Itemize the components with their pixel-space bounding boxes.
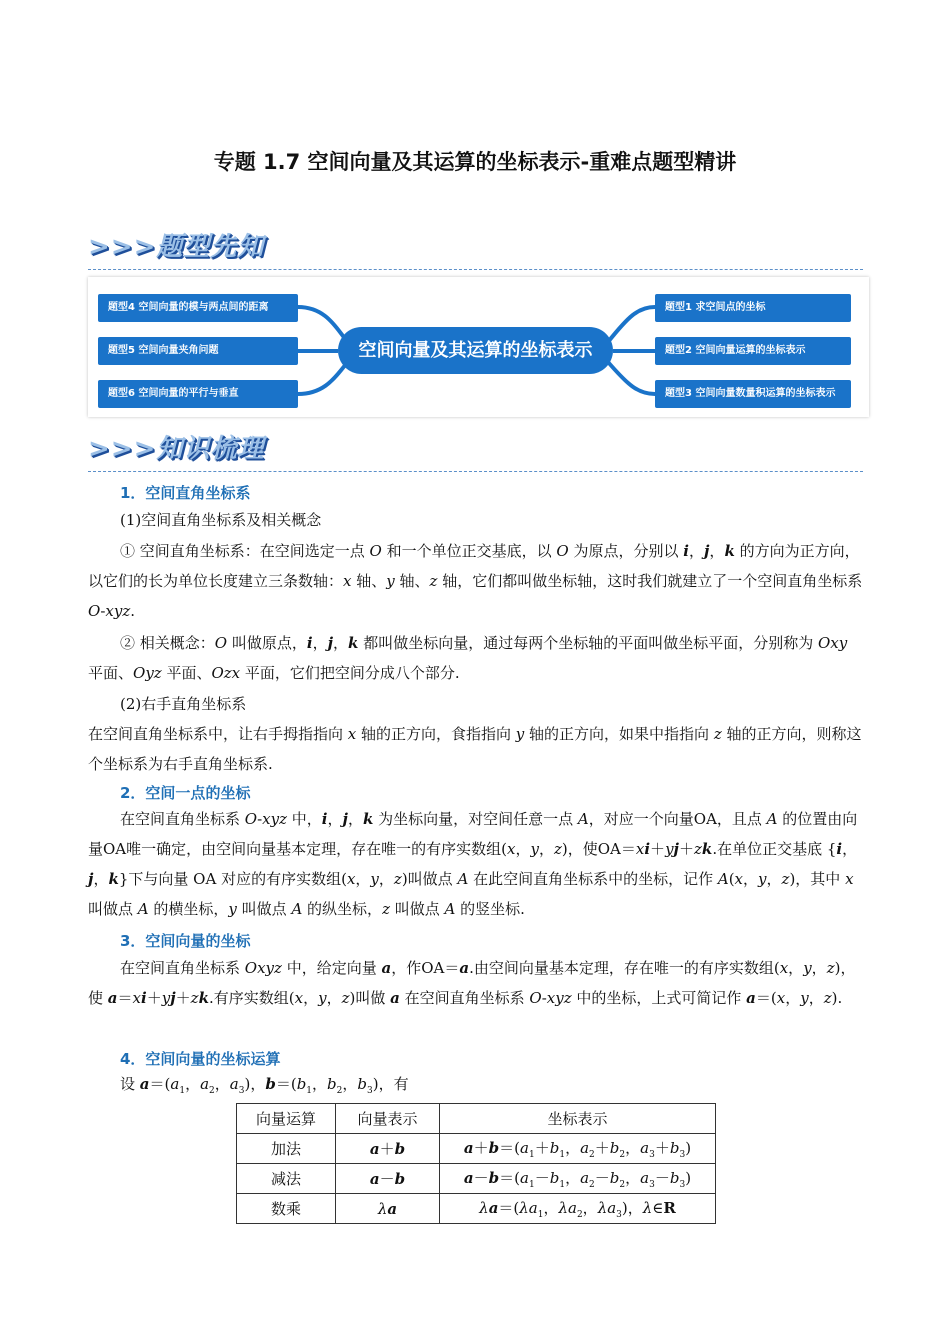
table-header-row [237, 1104, 716, 1134]
table-header: 坐标表示 [440, 1104, 716, 1134]
table-cell-coords: $a+b=(a_1+b_1$，$a_2+b_2$，$a_3+b_3$) [440, 1134, 716, 1164]
table-cell-expr: a－b [336, 1164, 440, 1194]
paragraph-axis-def: ① 空间直角坐标系：在空间选定一点 O 和一个单位正交基底，以 O 为原点，分别以 i，j，k 的方向为正方向，以它们的长为单位长度建立三条数轴：x 轴、y 轴、z 轴，它们都叫做坐标轴，这时我们就建立了一个空间直角坐标系 O-xyz. [88, 542, 863, 620]
dashed-divider [88, 471, 863, 472]
mindmap-center: 空间向量及其运算的坐标表示 [338, 327, 613, 374]
paragraph-right-hand: 在空间直角坐标系中，让右手拇指指向 x 轴的正方向，食指指向 y 轴的正方向，如果中指指向 z 轴的正方向，则称这个坐标系为右手直角坐标系. [88, 725, 862, 773]
mind-map [88, 277, 869, 417]
paragraph-related-concepts: ② 相关概念：O 叫做原点，i，j，k 都叫做坐标向量，通过每两个坐标轴的平面叫做坐标平面，分别称为 Oxy 平面、Oyz 平面、Ozx 平面，它们把空间分成八个部分. [88, 634, 848, 682]
table-header: 向量表示 [336, 1104, 440, 1134]
table-cell-coords: $\lambda a=(\lambda a_1$，$\lambda a_2$，$\lambda a_3$)，λ∈R [440, 1194, 716, 1224]
mindmap-node-type6: 题型6 空间向量的平行与垂直 [98, 380, 298, 408]
dashed-divider [88, 269, 863, 270]
paragraph-point-coords: 在空间直角坐标系 O-xyz 中，i，j，k 为坐标向量，对空间任意一点 A，对应一个向量OA，且点 A 的位置由向量OA唯一确定，由空间向量基本定理，存在唯一的有序实数组(x，y，z)，使OA＝xi＋yj＋zk.在单位正交基底 {i，j，k}下与向量 OA 对应的有序实数组(x，y，z)叫做点 A 在此空间直角坐标系中的坐标，记作 A(x，y，z)，其中 x 叫做点 A 的横坐标，y 叫做点 A 的纵坐标，z 叫做点 A 的竖坐标. [88, 810, 858, 918]
section-header-types [88, 226, 863, 270]
mindmap-node-type2: 题型2 空间向量运算的坐标表示 [655, 337, 851, 365]
mindmap-node-type5: 题型5 空间向量夹角问题 [98, 337, 298, 365]
table-header: 向量运算 [237, 1104, 336, 1134]
heading-3: 3．空间向量的坐标 [120, 932, 251, 950]
subheading-1: (1)空间直角坐标系及相关概念 [120, 511, 322, 529]
table-row [237, 1164, 716, 1194]
table-cell-op: 加法 [237, 1134, 336, 1164]
coordinate-operations-table [236, 1103, 716, 1224]
paragraph-vector-coords: 在空间直角坐标系 Oxyz 中，给定向量 a，作OA＝a.由空间向量基本定理，存在唯一的有序实数组(x，y，z)，使 a＝xi＋yj＋zk.有序实数组(x，y，z)叫做 a 在空间直角坐标系 O-xyz 中的坐标，上式可简记作 a＝(x，y，z). [88, 959, 856, 1007]
paragraph-setup: 设 $a=(a_1$，$a_2$，$a_3$)，$b=(b_1$，$b_2$，$b_3$)，有 [120, 1075, 409, 1096]
mindmap-node-type4: 题型4 空间向量的模与两点间的距离 [98, 294, 298, 322]
table-cell-expr: a＋b [336, 1134, 440, 1164]
page-title: 专题 1.7 空间向量及其运算的坐标表示-重难点题型精讲 [213, 150, 737, 174]
table-cell-op: 减法 [237, 1164, 336, 1194]
table-cell-op: 数乘 [237, 1194, 336, 1224]
section-title: >>>题型先知 [88, 232, 265, 262]
table-cell-coords: $a-b=(a_1-b_1$，$a_2-b_2$，$a_3-b_3$) [440, 1164, 716, 1194]
table-row [237, 1134, 716, 1164]
heading-2: 2．空间一点的坐标 [120, 784, 251, 802]
mindmap-node-type3: 题型3 空间向量数量积运算的坐标表示 [655, 380, 851, 408]
heading-1: 1．空间直角坐标系 [120, 484, 251, 502]
table-cell-expr: λa [336, 1194, 440, 1224]
section-title: >>>知识梳理 [88, 434, 265, 464]
section-header-knowledge [88, 428, 863, 472]
subheading-2: (2)右手直角坐标系 [120, 695, 247, 713]
table-row [237, 1194, 716, 1224]
mindmap-node-type1: 题型1 求空间点的坐标 [655, 294, 851, 322]
heading-4: 4．空间向量的坐标运算 [120, 1050, 281, 1068]
